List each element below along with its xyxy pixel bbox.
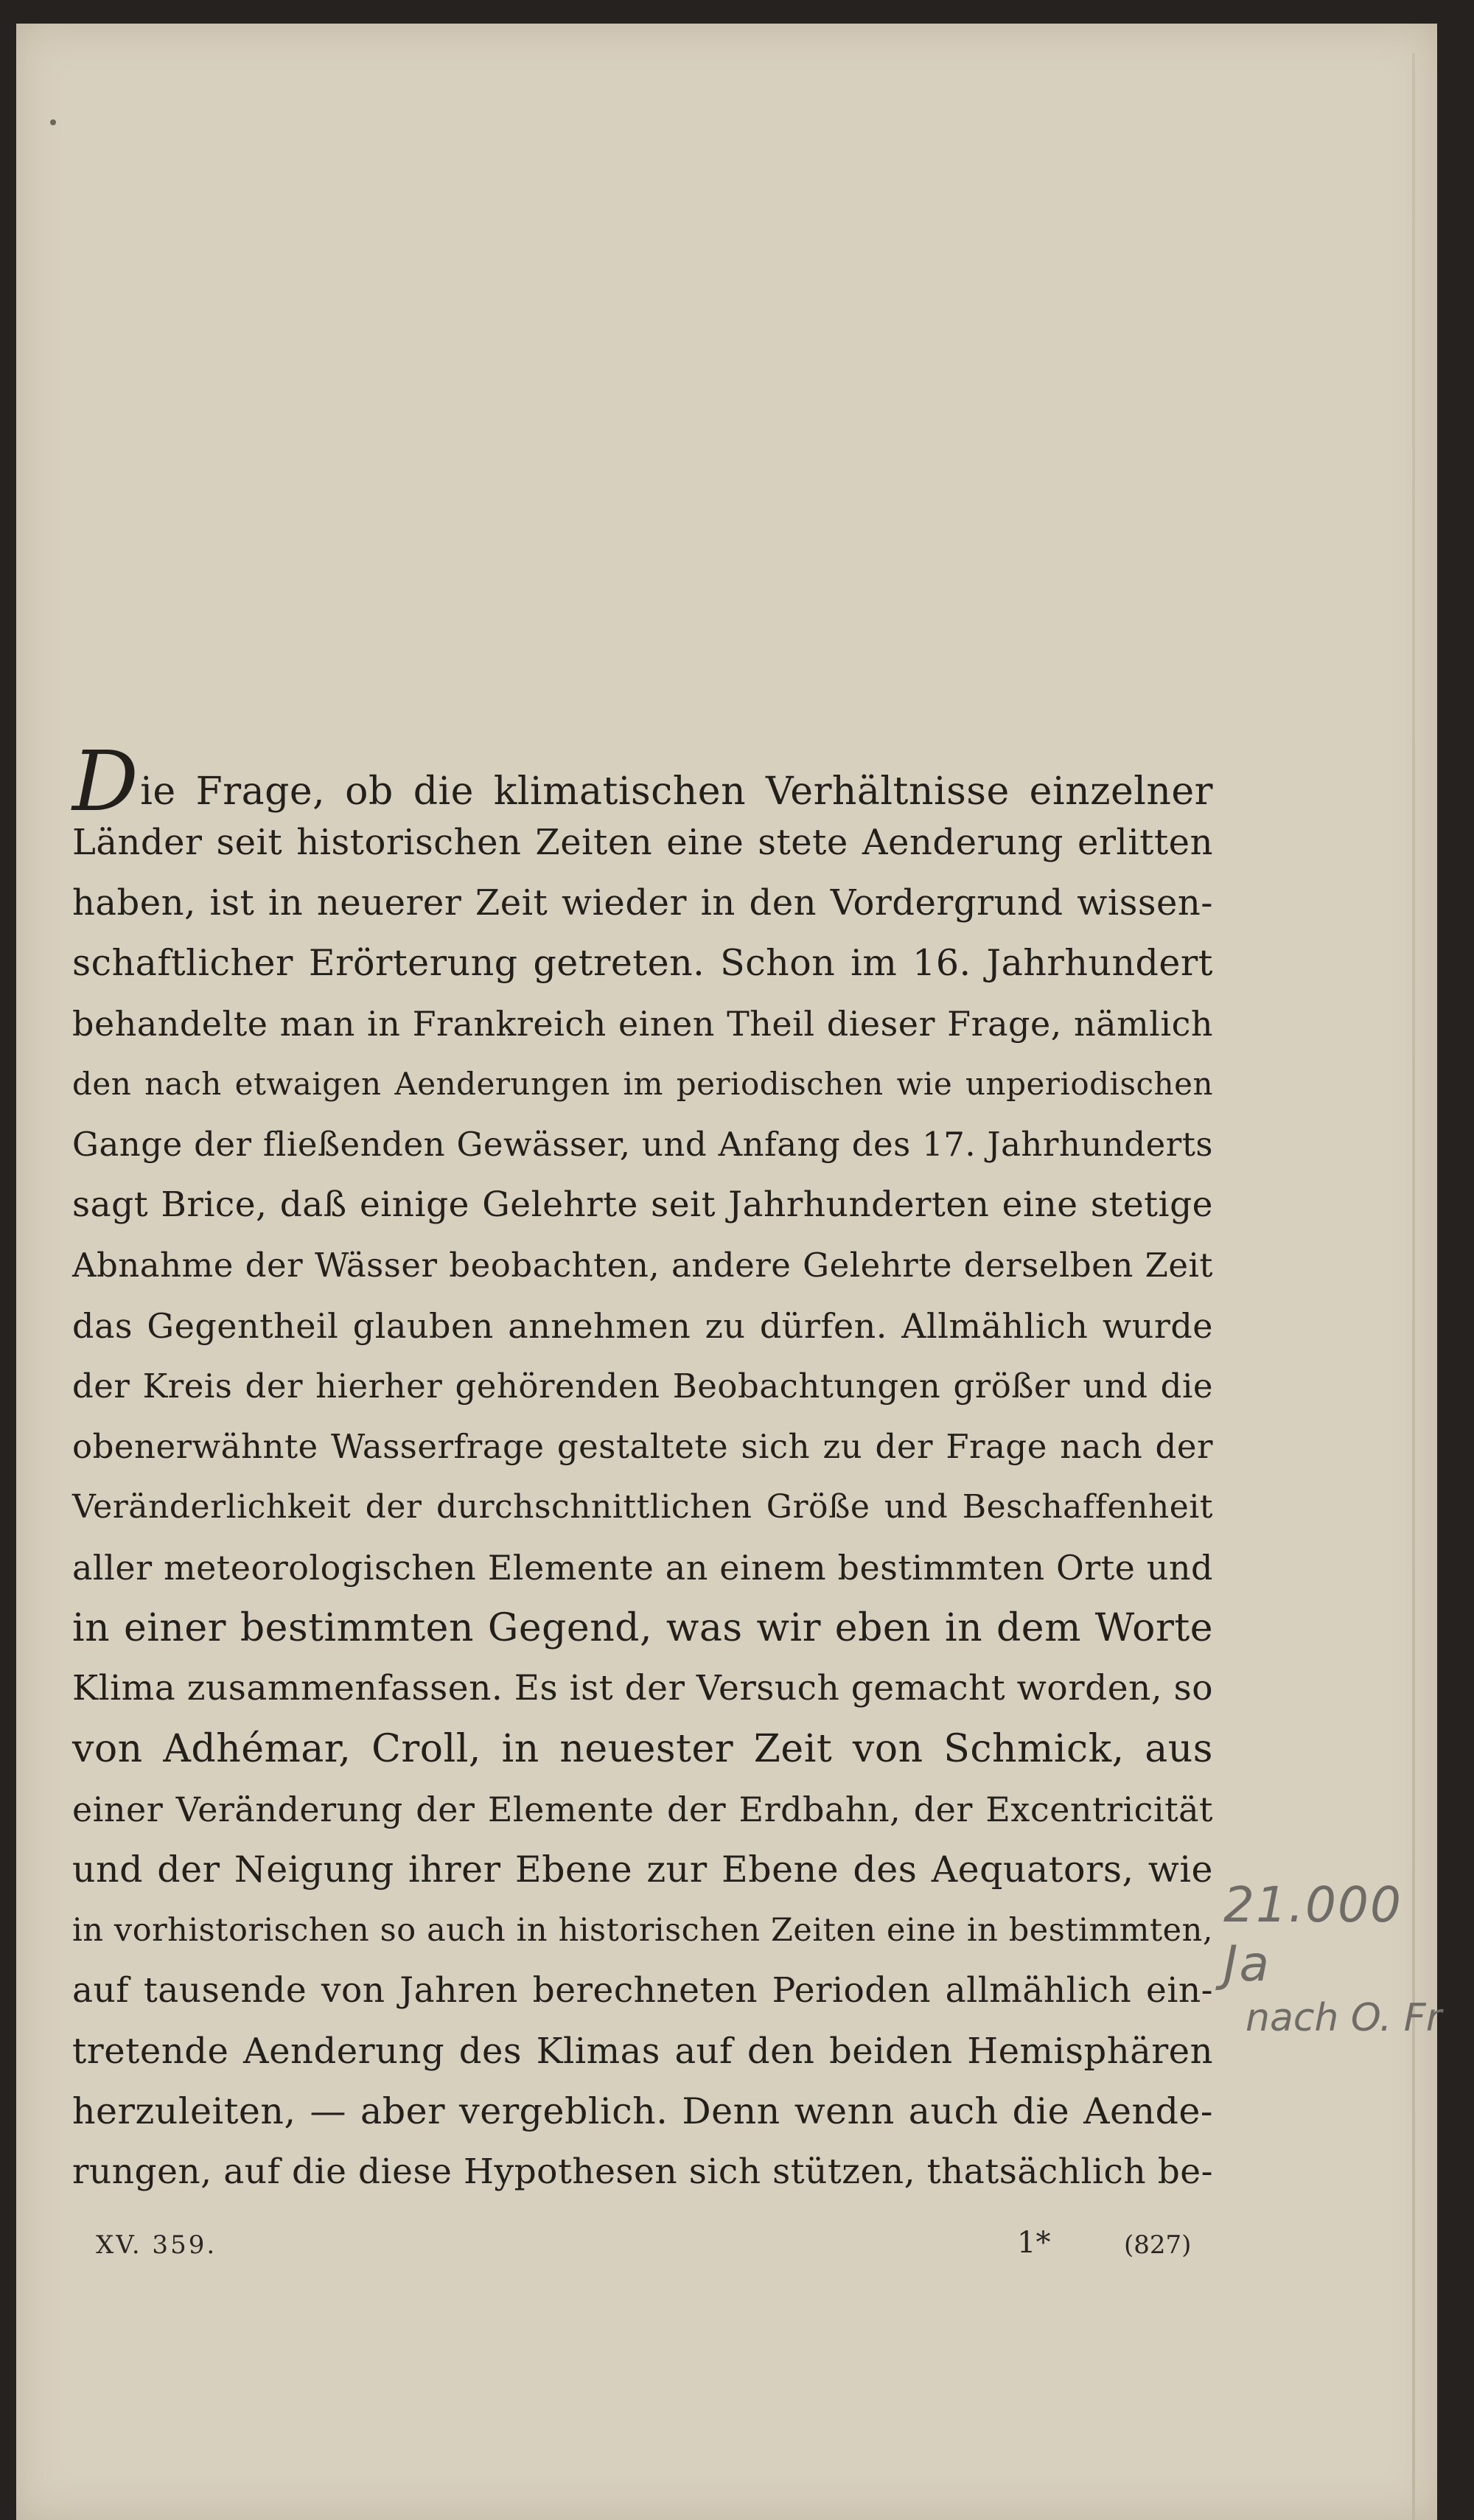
text-line-14: aller meteorologischen Elemente an einem bestimmten Orte und [72, 1548, 1213, 1588]
page-number: 1* [1017, 2226, 1051, 2260]
text-line-9: Abnahme der Wässer beobachten, andere Gelehrte derselben Zeit [72, 1246, 1213, 1285]
page-edge [1412, 53, 1415, 2520]
text-line-4: schaftlicher Erörterung getreten. Schon im 16. Jahrhundert [72, 942, 1213, 984]
text-line-10: das Gegentheil glauben annehmen zu dürfen. Allmählich wurde [72, 1306, 1213, 1346]
text-line-16: Klima zusammenfassen. Es ist der Versuch gemacht worden, so [72, 1668, 1214, 1708]
text-line-8: sagt Brice, daß einige Gelehrte seit Jahrhunderten eine stetige [72, 1184, 1213, 1225]
text-line-13: Veränderlichkeit der durchschnittlichen Größe und Beschaffenheit [72, 1488, 1213, 1526]
text-line-21: auf tausende von Jahren berechneten Perioden allmählich ein- [72, 1970, 1213, 2011]
text-line-18: einer Veränderung der Elemente der Erdbahn, der Excentricität [72, 1790, 1213, 1829]
margin-note-2: nach O. Fr [1246, 1996, 1442, 2040]
first-line-text: ie Frage, ob die klimatischen Verhältnisse einzelner [140, 769, 1213, 814]
drop-initial: D [72, 734, 139, 830]
text-line-3: haben, ist in neuerer Zeit wieder in den Vordergrund wissen- [72, 882, 1213, 924]
text-line-23: herzuleiten, — aber vergeblich. Denn wenn auch die Aende- [72, 2090, 1213, 2132]
text-line-19: und der Neigung ihrer Ebene zur Ebene des Aequators, wie [72, 1849, 1213, 1891]
text-line-11: der Kreis der hierher gehörenden Beobachtungen größer und die [72, 1367, 1213, 1406]
text-line-20: in vorhistorischen so auch in historischen Zeiten eine in bestimmten, [72, 1912, 1213, 1949]
print-code: (827) [1124, 2230, 1192, 2260]
text-line-5: behandelte man in Frankreich einen Theil dieser Frage, nämlich [72, 1004, 1213, 1044]
text-line-22: tretende Aenderung des Klimas auf den beiden Hemisphären [72, 2031, 1213, 2072]
text-line-2: Länder seit historischen Zeiten eine stete Aenderung erlitten [72, 822, 1213, 863]
margin-note-1: 21.000 Ja [1223, 1877, 1403, 1992]
paper-speck [50, 119, 56, 125]
text-line-24: rungen, auf die diese Hypothesen sich stützen, thatsächlich be- [72, 2151, 1213, 2192]
handwritten-marginalia [1223, 1876, 1445, 2042]
page-footer [96, 2226, 1209, 2270]
text-line-17: von Adhémar, Croll, in neuester Zeit von Schmick, aus [72, 1727, 1213, 1771]
text-line-12: obenerwähnte Wasserfrage gestaltete sich zu der Frage nach der [72, 1427, 1213, 1466]
text-line-7: Gange der fließenden Gewässer, und Anfang des 17. Jahrhunderts [72, 1125, 1213, 1164]
body-text [72, 734, 1214, 2202]
text-line-15: in einer bestimmten Gegend, was wir eben in dem Worte [72, 1606, 1213, 1650]
text-line-1 [72, 734, 1213, 830]
signature-mark: XV. 359. [96, 2230, 217, 2260]
text-line-6: den nach etwaigen Aenderungen im periodischen wie unperiodischen [72, 1066, 1213, 1102]
